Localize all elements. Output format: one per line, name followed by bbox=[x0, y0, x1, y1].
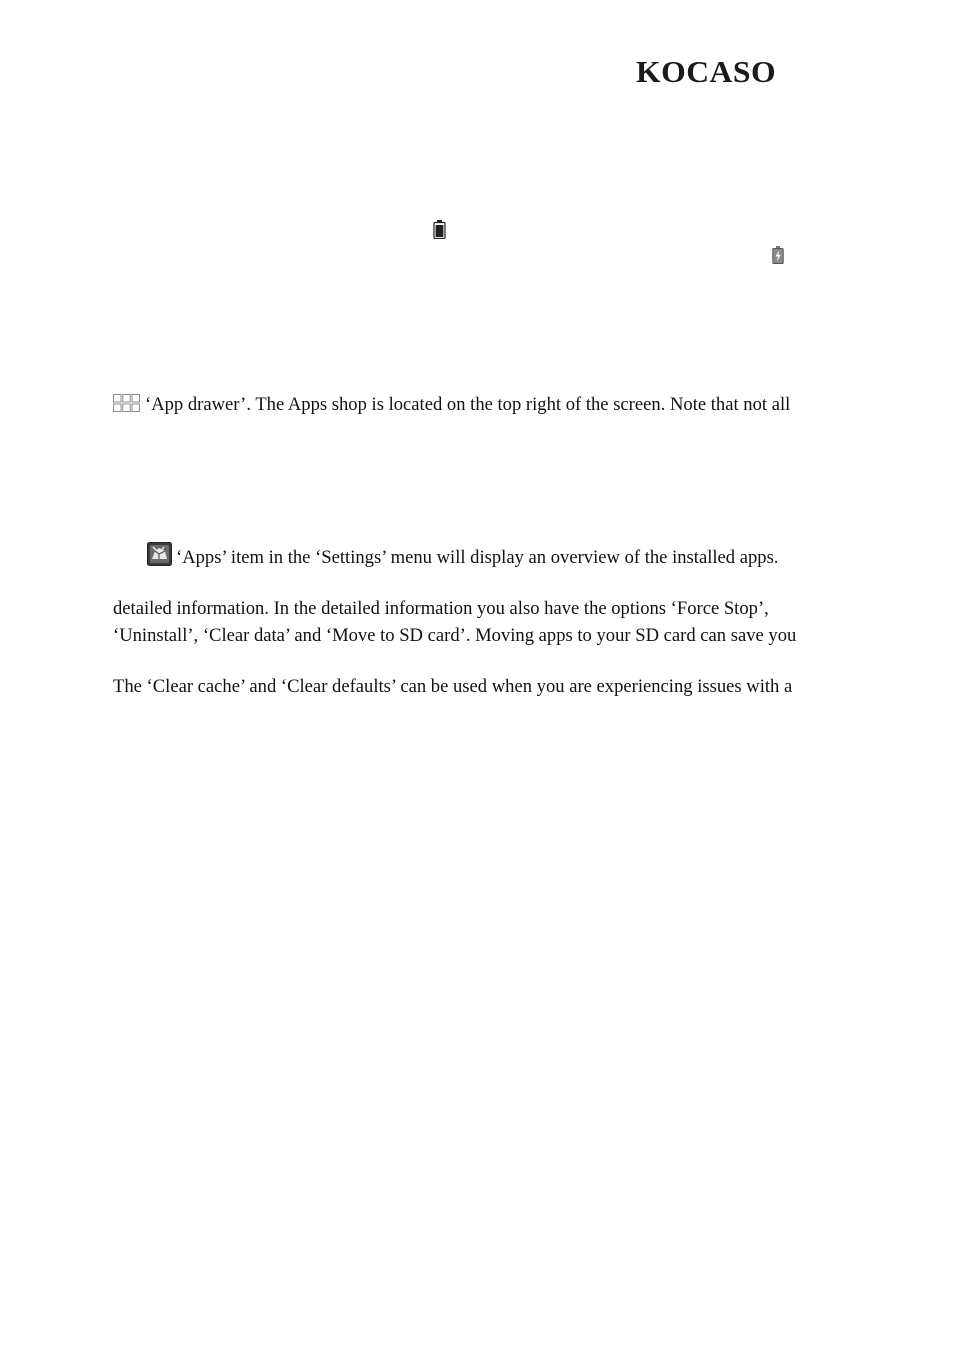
app-drawer-grid-icon bbox=[113, 394, 140, 412]
text-line-app-drawer: ‘App drawer’. The Apps shop is located on the top right of the screen. Note that not all bbox=[145, 394, 791, 415]
text-line-uninstall: ‘Uninstall’, ‘Clear data’ and ‘Move to SD card’. Moving apps to your SD card can save you bbox=[113, 625, 797, 646]
text-line-clear-cache: The ‘Clear cache’ and ‘Clear defaults’ can be used when you are experiencing issues with a bbox=[113, 676, 793, 697]
text-line-apps-settings: ‘Apps’ item in the ‘Settings’ menu will display an overview of the installed apps. bbox=[176, 547, 779, 568]
battery-icon bbox=[433, 220, 446, 239]
settings-apps-icon bbox=[147, 542, 172, 566]
brand-logo: KOCASO bbox=[636, 54, 777, 89]
text-line-detailed-info: detailed information. In the detailed information you also have the options ‘Force Stop’, bbox=[113, 598, 769, 619]
battery-charging-icon bbox=[772, 246, 784, 264]
